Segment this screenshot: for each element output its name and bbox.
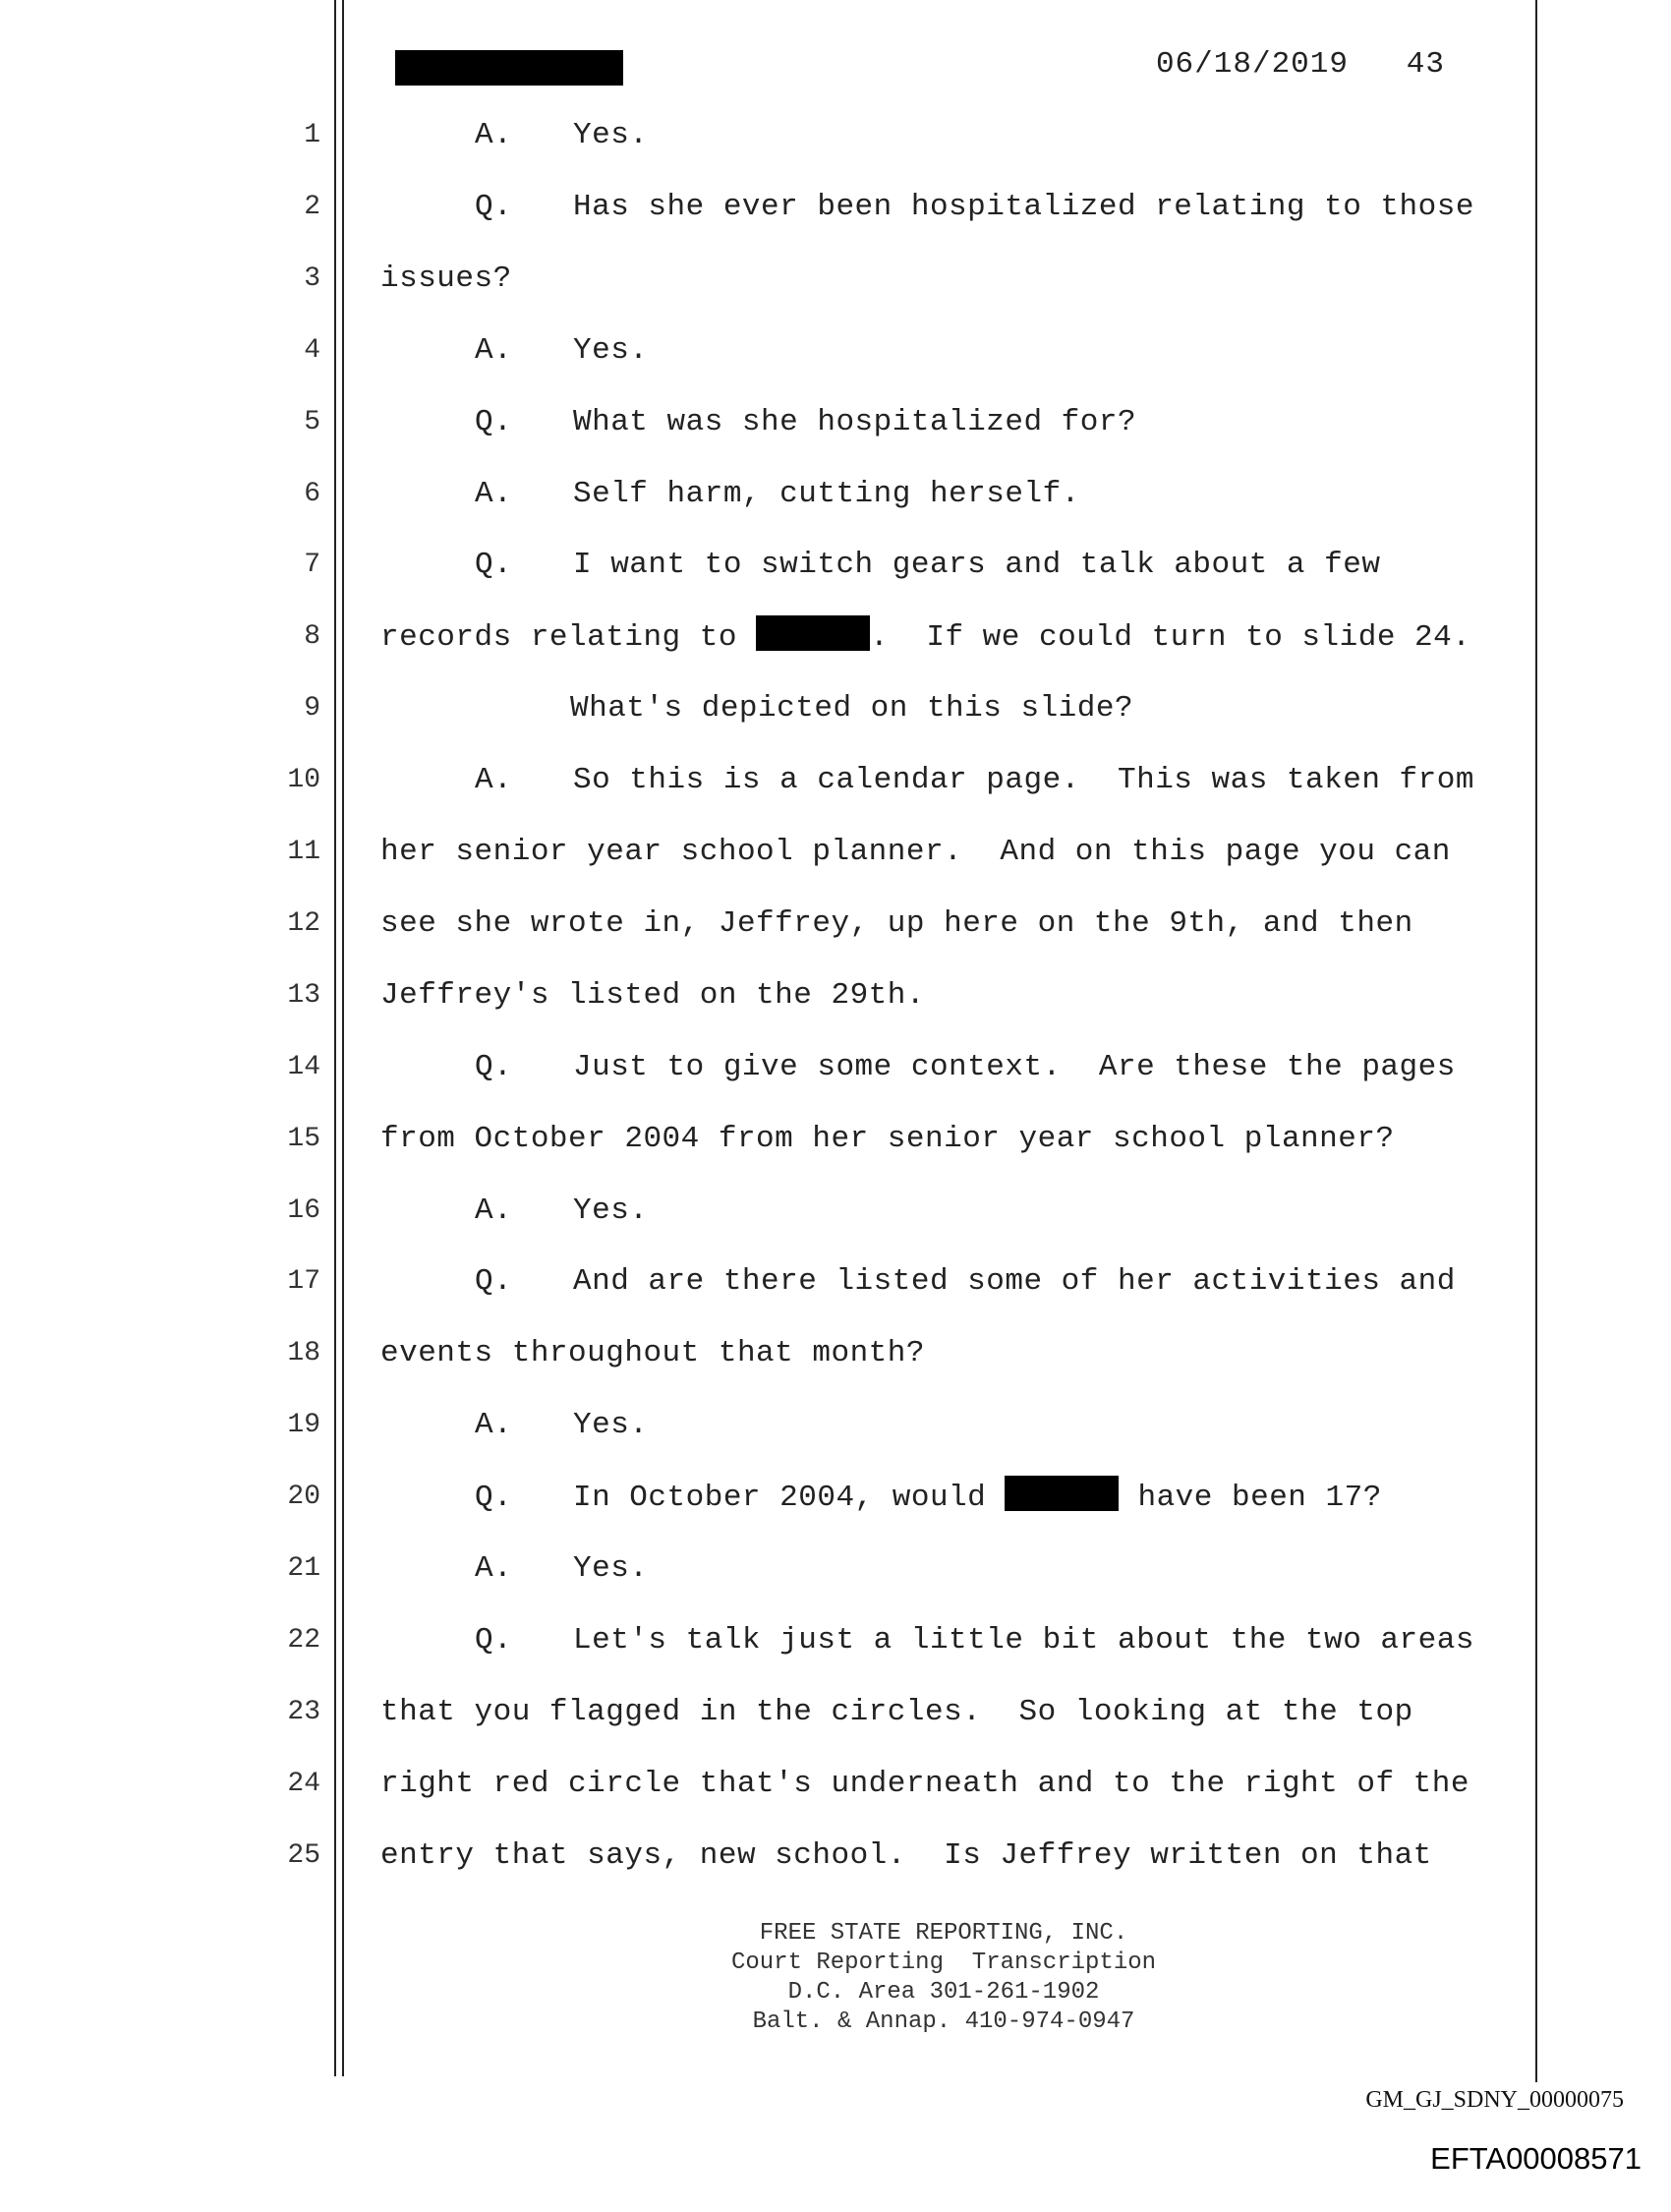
line-text: Has she ever been hospitalized relating to those: [573, 189, 1474, 224]
transcript-line: [475, 1551, 648, 1586]
line-number: 19: [287, 1410, 320, 1441]
line-number: 25: [287, 1839, 320, 1871]
line-text: What was she hospitalized for?: [573, 404, 1137, 439]
transcript-line: [475, 763, 1474, 797]
redaction-bar: [1005, 1476, 1119, 1511]
transcript-line: [475, 1480, 1382, 1515]
line-number: 16: [287, 1194, 320, 1226]
footer-company: FREE STATE REPORTING, INC.: [759, 1920, 1128, 1947]
header-date-page: 06/18/2019 43: [1155, 47, 1445, 82]
speaker-label: A.: [475, 332, 513, 368]
line-text: I want to switch gears and talk about a few: [573, 548, 1381, 583]
line-text: Yes.: [573, 1551, 649, 1586]
line-number: 11: [287, 837, 320, 867]
line-text: her senior year school planner. And on this page you can: [380, 835, 1451, 869]
line-text: right red circle that's underneath and to the right of the: [380, 1766, 1469, 1801]
line-number: 20: [287, 1482, 320, 1513]
speaker-label: Q.: [475, 404, 513, 439]
speaker-label: A.: [475, 1551, 513, 1586]
speaker-label: A.: [475, 1193, 513, 1228]
speaker-label: Q.: [475, 1481, 513, 1516]
line-number: 4: [304, 334, 320, 366]
transcript-line: [475, 190, 1474, 224]
line-number: 5: [304, 406, 320, 437]
left-margin-rule-inner: [342, 0, 344, 2076]
footer-services: Court Reporting Transcription: [730, 1950, 1157, 1976]
transcript-line: [380, 262, 512, 296]
transcript-line: [475, 118, 648, 152]
line-text: events throughout that month?: [380, 1336, 925, 1371]
speaker-label: A.: [475, 763, 513, 798]
line-text: So this is a calendar page. This was taken from: [573, 763, 1474, 798]
line-text-before-redaction: In October 2004, would: [573, 1481, 1006, 1516]
transcript-line: [570, 691, 1133, 726]
transcript-line: [475, 1408, 648, 1442]
line-number: 2: [304, 191, 320, 222]
transcript-line: [475, 405, 1136, 439]
right-margin-rule: [1535, 0, 1537, 2082]
line-text: Jeffrey's listed on the 29th.: [380, 977, 925, 1013]
speaker-label: Q.: [475, 1622, 513, 1658]
line-number: 23: [287, 1696, 320, 1727]
transcript-line: [475, 548, 1380, 582]
line-text: Yes.: [573, 118, 649, 152]
line-text: Self harm, cutting herself.: [573, 476, 1080, 511]
line-text: Let's talk just a little bit about the two areas: [573, 1622, 1474, 1658]
line-text: entry that says, new school. Is Jeffrey written on that: [380, 1837, 1432, 1873]
line-number: 9: [304, 693, 320, 725]
transcript-line: [380, 619, 1470, 655]
reporter-footer: [560, 1919, 1327, 2037]
transcript-line: [475, 333, 648, 368]
line-text: And are there listed some of her activities and: [573, 1264, 1456, 1300]
line-number: 17: [287, 1266, 320, 1298]
line-text: from October 2004 from her senior year school planner?: [380, 1121, 1395, 1156]
transcript-line: [380, 1336, 925, 1370]
line-number: 14: [287, 1051, 320, 1082]
line-text: Yes.: [573, 1408, 649, 1443]
speaker-label: A.: [475, 1408, 513, 1443]
transcript-line: [475, 1264, 1456, 1299]
footer-dc-phone: D.C. Area 301-261-1902: [787, 1979, 1100, 2006]
line-number: 24: [287, 1768, 320, 1799]
line-number: 15: [287, 1123, 320, 1154]
line-number: 1: [304, 120, 320, 150]
bates-production-number: GM_GJ_SDNY_00000075: [1365, 2087, 1624, 2113]
speaker-label: A.: [475, 476, 513, 511]
line-text: What's depicted on this slide?: [570, 691, 1134, 727]
speaker-label: Q.: [475, 1264, 513, 1300]
speaker-label: Q.: [475, 1049, 513, 1084]
line-text: see she wrote in, Jeffrey, up here on the 9th, and then: [380, 905, 1413, 941]
bates-efta-number: EFTA00008571: [1430, 2141, 1642, 2176]
transcript-line: [380, 1767, 1469, 1801]
line-number: 3: [304, 262, 320, 294]
transcript-line: [380, 1838, 1432, 1873]
line-number: 6: [304, 478, 320, 509]
speaker-label: A.: [475, 118, 513, 152]
speaker-label: Q.: [475, 548, 513, 583]
transcript-line: [475, 1193, 648, 1228]
transcript-line: [475, 1050, 1456, 1084]
left-margin-rule: [334, 0, 336, 2076]
line-number: 7: [304, 550, 320, 581]
line-number: 22: [287, 1624, 320, 1656]
line-number: 10: [287, 765, 320, 796]
transcript-line: [380, 978, 925, 1013]
speaker-label: Q.: [475, 189, 513, 224]
line-text: Yes.: [573, 332, 649, 368]
line-text: Yes.: [573, 1193, 649, 1228]
line-number: 18: [287, 1338, 320, 1369]
line-text: Just to give some context. Are these the pages: [573, 1049, 1456, 1084]
transcript-line: [380, 1695, 1413, 1729]
redaction-bar: [756, 615, 870, 651]
line-text-before-redaction: records relating to: [380, 620, 757, 656]
transcript-line: [380, 906, 1413, 941]
transcript-line: [380, 835, 1451, 869]
line-number: 13: [287, 979, 320, 1011]
line-number: 21: [287, 1553, 320, 1584]
line-number: 8: [304, 621, 320, 653]
transcript-line: [380, 1122, 1395, 1156]
line-text: issues?: [380, 261, 512, 296]
line-text-after-redaction: . If we could turn to slide 24.: [870, 620, 1471, 656]
page-header: [393, 47, 1445, 87]
line-text: that you flagged in the circles. So looking at the top: [380, 1694, 1413, 1729]
line-text-after-redaction: have been 17?: [1119, 1481, 1382, 1516]
line-number: 12: [287, 907, 320, 939]
transcript-line: [475, 477, 1080, 511]
transcript-line: [475, 1623, 1474, 1658]
redaction-bar: [395, 50, 623, 86]
footer-balt-phone: Balt. & Annap. 410-974-0947: [752, 2008, 1135, 2035]
